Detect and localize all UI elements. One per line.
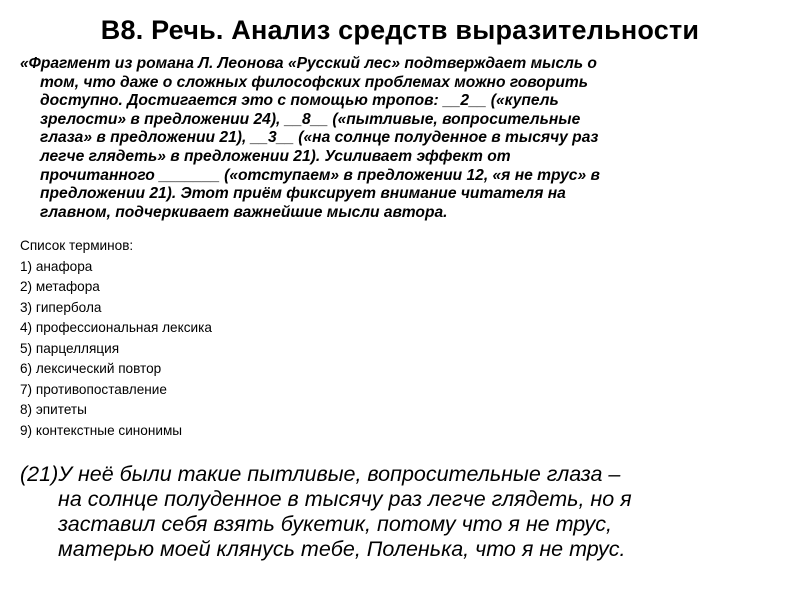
task-line: том, что даже о сложных философских проблемах можно говорить <box>40 73 589 91</box>
term-item: 5) парцелляция <box>20 340 120 356</box>
task-line: прочитанного _______ («отступаем» в предложении 12, «я не трус» в <box>40 166 600 184</box>
quote-line: (21)У неё были такие пытливые, вопросительные глаза – <box>20 462 621 486</box>
term-item: 3) гипербола <box>20 299 102 315</box>
slide-title: В8. Речь. Анализ средств выразительности <box>100 15 700 45</box>
term-item: 8) эпитеты <box>20 402 87 417</box>
task-line: главном, подчеркивает важнейшие мысли автора. <box>40 203 448 221</box>
quote-line: заставил себя взять букетик, потому что я не трус, <box>58 512 612 536</box>
term-item: 4) профессиональная лексика <box>20 320 212 335</box>
term-item: 9) контекстные синонимы <box>20 422 183 438</box>
task-line: «Фрагмент из романа Л. Леонова «Русский лес» подтверждает мысль о <box>20 55 597 72</box>
term-item: 1) анафора <box>20 258 93 274</box>
term-item: 6) лексический повтор <box>20 361 162 376</box>
task-line: зрелости» в предложении 24), __8__ («пытливые, вопросительные <box>40 110 581 128</box>
task-paragraph <box>20 55 780 222</box>
task-line: легче глядеть» в предложении 21). Усиливает эффект от <box>40 147 511 165</box>
term-item: 2) метафора <box>20 279 100 294</box>
task-line: глаза» в предложении 21), __3__ («на солнце полуденное в тысячу раз <box>40 129 599 147</box>
terms-list <box>20 236 760 441</box>
task-line: предложении 21). Этот приём фиксирует внимание читателя на <box>40 185 566 203</box>
task-line: доступно. Достигается это с помощью тропов: __2__ («купель <box>40 92 559 110</box>
term-item: 7) противопоставление <box>20 381 167 397</box>
quote-line: матерью моей клянусь тебе, Поленька, что я не трус. <box>58 537 626 561</box>
quote-block <box>20 462 780 562</box>
terms-heading: Список терминов: <box>20 238 134 253</box>
quote-line: на солнце полуденное в тысячу раз легче глядеть, но я <box>58 487 632 511</box>
